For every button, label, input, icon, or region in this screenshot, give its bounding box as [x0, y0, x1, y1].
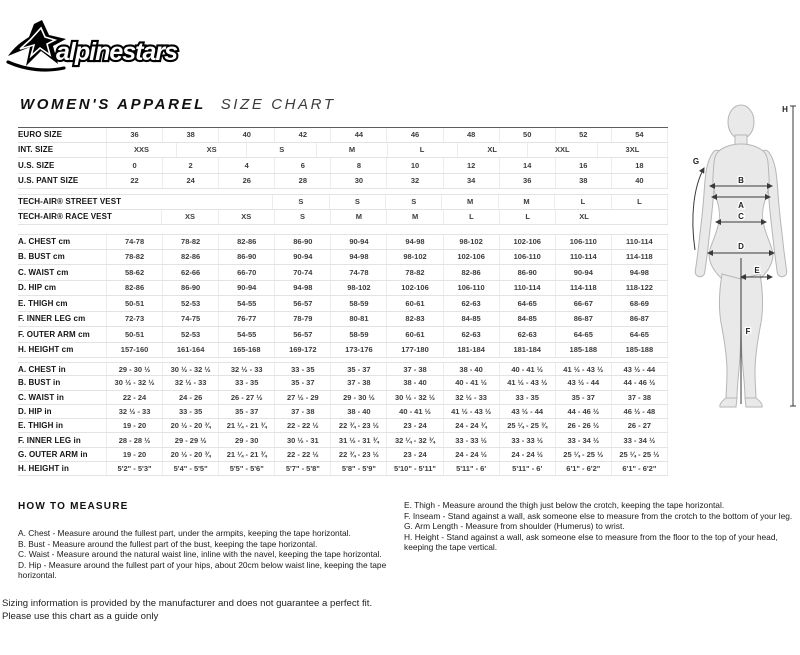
size-cell: 26 - 27 ½: [218, 391, 274, 404]
title-sub: SIZE CHART: [220, 96, 336, 113]
size-cell: 185-188: [611, 343, 668, 358]
size-cell: 24 - 24 ¾: [443, 419, 499, 432]
size-cell: 29 - 29 ½: [162, 433, 218, 446]
size-cell: 43 ½ - 44: [499, 405, 555, 418]
size-cell: 23 - 24: [386, 419, 442, 432]
label-e: E: [754, 266, 760, 275]
size-cell: 54-55: [218, 296, 274, 311]
size-cell: 19 - 20: [106, 448, 162, 461]
size-cell: 68-69: [611, 296, 668, 311]
size-cell: 90-94: [330, 235, 386, 249]
label-a: A: [738, 201, 744, 210]
size-cell: [106, 210, 161, 225]
size-cell: 82-86: [162, 250, 218, 265]
size-cell: 102-106: [443, 250, 499, 265]
table-row: [18, 143, 668, 159]
size-cell: 33 - 35: [162, 405, 218, 418]
row-label: F. INNER LEG in: [18, 435, 81, 445]
size-cell: 40: [611, 174, 668, 189]
size-cell: 33 - 35: [499, 391, 555, 404]
size-cell: 22 - 22 ½: [274, 448, 330, 461]
size-cell: 32 ½ - 33: [443, 391, 499, 404]
size-cell: 25 ¼ - 25 ¾: [499, 419, 555, 432]
size-cell: 33 - 34 ½: [611, 433, 668, 446]
size-cell: 82-83: [386, 312, 442, 327]
size-cell: 24 - 24 ½: [443, 448, 499, 461]
size-cell: 28: [274, 174, 330, 189]
size-cell: 32 ¼ - 32 ¾: [386, 433, 442, 446]
size-cell: 24 - 24 ½: [499, 448, 555, 461]
size-table: [18, 127, 668, 476]
size-cell: S: [385, 195, 441, 209]
size-cell: 118-122: [611, 281, 668, 296]
size-cell: XS: [176, 143, 246, 158]
size-cell: 5'11" - 6': [499, 462, 555, 475]
size-cell: XL: [555, 210, 611, 225]
size-cell: 29 - 30 ½: [330, 391, 386, 404]
size-cell: 24: [162, 174, 218, 189]
row-label: U.S. SIZE: [18, 160, 55, 170]
row-label: A. CHEST in: [18, 364, 66, 374]
size-cell: 114-118: [555, 281, 611, 296]
size-cell: 98-102: [386, 250, 442, 265]
size-cell: XL: [457, 143, 527, 158]
row-label: F. OUTER ARM cm: [18, 329, 90, 339]
table-row: [18, 234, 668, 250]
size-cell: 38: [162, 128, 218, 142]
size-cell: 86-90: [274, 235, 330, 249]
size-cell: 40: [218, 128, 274, 142]
size-cell: 41 ½ - 43 ½: [555, 363, 611, 375]
size-cell: [217, 195, 272, 209]
size-cell: 23 - 24: [386, 448, 442, 461]
size-cell: 32 ½ - 33: [106, 405, 162, 418]
table-row: [18, 250, 668, 266]
size-cell: 32 ½ - 33: [162, 376, 218, 389]
row-label: D. HIP cm: [18, 283, 57, 293]
size-cell: 52-53: [162, 327, 218, 342]
size-cell: 30 ½ - 31: [274, 433, 330, 446]
size-cell: 74-78: [330, 265, 386, 280]
size-cell: 33 - 35: [218, 376, 274, 389]
alpinestars-logo: [6, 18, 196, 82]
size-cell: 76-77: [218, 312, 274, 327]
size-cell: 3XL: [597, 143, 668, 158]
size-cell: 84-85: [499, 312, 555, 327]
size-cell: 37 - 38: [330, 376, 386, 389]
size-cell: 181-184: [443, 343, 499, 358]
size-cell: 52: [555, 128, 611, 142]
size-cell: 90-94: [555, 265, 611, 280]
row-label: U.S. PANT SIZE: [18, 176, 79, 186]
size-cell: [161, 195, 216, 209]
label-h: H: [782, 105, 788, 114]
row-label: H. HEIGHT in: [18, 464, 69, 474]
size-cell: 40 - 41 ½: [443, 376, 499, 389]
size-cell: 26 - 27: [611, 419, 668, 432]
size-cell: 46: [386, 128, 442, 142]
size-cell: 106-110: [499, 250, 555, 265]
row-label: G. OUTER ARM in: [18, 449, 88, 459]
size-cell: L: [387, 143, 457, 158]
size-cell: 62-66: [162, 265, 218, 280]
size-cell: 32 ½ - 33: [218, 363, 274, 375]
size-cell: 98-102: [330, 281, 386, 296]
size-cell: 50-51: [106, 296, 162, 311]
size-cell: 5'2" - 5'3": [106, 462, 162, 475]
size-cell: 30: [330, 174, 386, 189]
size-cell: 86-87: [611, 312, 668, 327]
size-cell: 33 - 33 ½: [499, 433, 555, 446]
size-cell: 41 ½ - 43 ½: [443, 405, 499, 418]
size-cell: XS: [161, 210, 217, 225]
size-cell: 33 - 34 ½: [555, 433, 611, 446]
size-cell: 86-90: [218, 250, 274, 265]
row-label: C. WAIST in: [18, 392, 64, 402]
size-cell: 6'1" - 6'2": [555, 462, 611, 475]
size-cell: 22 ¾ - 23 ½: [330, 419, 386, 432]
size-cell: 56-57: [274, 296, 330, 311]
size-cell: 31 ½ - 31 ¾: [330, 433, 386, 446]
size-cell: 60-61: [386, 327, 442, 342]
size-cell: L: [554, 195, 610, 209]
size-cell: 20 ½ - 20 ¾: [162, 419, 218, 432]
size-cell: 52-53: [162, 296, 218, 311]
size-cell: 44: [330, 128, 386, 142]
row-label: TECH-AIR® RACE VEST: [18, 212, 113, 222]
size-cell: 94-98: [611, 265, 668, 280]
size-cell: 30 ½ - 32 ½: [106, 376, 162, 389]
size-cell: 6'1" - 6'2": [611, 462, 668, 475]
size-cell: XXS: [106, 143, 176, 158]
table-row: [18, 405, 668, 419]
how-to-measure-item: D. Hip - Measure around the fullest part of your hips, about 20cm below waist line, keeping the tape horizontal.: [18, 559, 387, 581]
size-cell: 58-59: [330, 327, 386, 342]
how-to-measure-item: E. Thigh - Measure around the thigh just below the crotch, keeping the tape horizontal.: [404, 500, 725, 510]
size-cell: 38 - 40: [443, 363, 499, 375]
size-cell: 29 - 30 ½: [106, 363, 162, 375]
size-cell: 43 ½ - 44: [611, 363, 668, 375]
size-cell: 26 - 26 ½: [555, 419, 611, 432]
label-d: D: [738, 242, 744, 251]
size-cell: 50-51: [106, 327, 162, 342]
size-cell: 36: [499, 174, 555, 189]
size-cell: M: [498, 195, 554, 209]
size-cell: 35 - 37: [555, 391, 611, 404]
table-row: [18, 158, 668, 174]
size-cell: 32: [386, 174, 442, 189]
size-cell: 177-180: [386, 343, 442, 358]
size-cell: M: [330, 210, 386, 225]
size-cell: 98-102: [443, 235, 499, 249]
label-c: C: [738, 212, 744, 221]
size-cell: 14: [499, 158, 555, 173]
size-cell: 185-188: [555, 343, 611, 358]
row-label: B. BUST cm: [18, 252, 65, 262]
size-cell: 44 - 46 ½: [611, 376, 668, 389]
size-cell: 4: [218, 158, 274, 173]
size-cell: 5'10" - 5'11": [386, 462, 442, 475]
size-cell: 38 - 40: [386, 376, 442, 389]
size-cell: 82-86: [218, 235, 274, 249]
size-cell: 102-106: [499, 235, 555, 249]
size-cell: 44 - 46 ½: [555, 405, 611, 418]
size-cell: 78-79: [274, 312, 330, 327]
size-cell: 22: [106, 174, 162, 189]
size-cell: 62-63: [499, 327, 555, 342]
size-cell: 28 - 28 ½: [106, 433, 162, 446]
row-label: E. THIGH cm: [18, 298, 68, 308]
size-cell: 35 - 37: [274, 376, 330, 389]
size-cell: 33 - 33 ½: [443, 433, 499, 446]
size-cell: 5'5" - 5'6": [218, 462, 274, 475]
size-cell: S: [329, 195, 385, 209]
size-cell: 41 ½ - 43 ½: [499, 376, 555, 389]
size-cell: 26: [218, 174, 274, 189]
size-cell: 56-57: [274, 327, 330, 342]
size-cell: 40 - 41 ½: [386, 405, 442, 418]
size-cell: 38: [555, 174, 611, 189]
row-label: TECH-AIR® STREET VEST: [18, 197, 122, 207]
size-cell: 80-81: [330, 312, 386, 327]
size-cell: M: [386, 210, 442, 225]
size-cell: 30 ½ - 32 ½: [386, 391, 442, 404]
size-cell: 5'4" - 5'5": [162, 462, 218, 475]
size-cell: 29 - 30: [218, 433, 274, 446]
table-row: [18, 194, 668, 210]
size-cell: 74-78: [106, 235, 162, 249]
size-cell: 5'8" - 5'9": [330, 462, 386, 475]
size-cell: 22 - 24: [106, 391, 162, 404]
size-cell: 78-82: [386, 265, 442, 280]
size-cell: [106, 195, 161, 209]
size-cell: 10: [386, 158, 442, 173]
size-cell: 157-160: [106, 343, 162, 358]
size-cell: 161-164: [162, 343, 218, 358]
size-cell: 94-98: [274, 281, 330, 296]
size-cell: 64-65: [499, 296, 555, 311]
brand-wordmark: alpinestars: [56, 38, 178, 66]
body-measurement-figure: [684, 98, 798, 412]
table-row: [18, 281, 668, 297]
size-cell: 94-98: [330, 250, 386, 265]
disclaimer-line1: Sizing information is provided by the manufacturer and does not guarantee a perfect fit.: [2, 598, 373, 609]
size-cell: 110-114: [499, 281, 555, 296]
table-row: [18, 312, 668, 328]
how-to-measure-item: G. Arm Length - Measure from shoulder (Humerus) to wrist.: [404, 521, 625, 532]
disclaimer-line2: Please use this chart as a guide only: [2, 611, 159, 622]
size-cell: 72-73: [106, 312, 162, 327]
size-cell: 33 - 35: [274, 363, 330, 375]
size-cell: 21 ¼ - 21 ¾: [218, 419, 274, 432]
size-cell: M: [316, 143, 386, 158]
size-cell: XS: [218, 210, 274, 225]
size-cell: 78-82: [106, 250, 162, 265]
size-cell: 37 - 38: [611, 391, 668, 404]
size-cell: 27 ½ - 29: [274, 391, 330, 404]
table-row: [18, 391, 668, 405]
size-cell: 106-110: [443, 281, 499, 296]
size-cell: 0: [106, 158, 162, 173]
size-cell: 18: [611, 158, 668, 173]
row-label: F. INNER LEG cm: [18, 314, 86, 324]
size-cell: 64-65: [611, 327, 668, 342]
size-cell: 106-110: [555, 235, 611, 249]
table-row: [18, 174, 668, 190]
size-cell: 86-87: [555, 312, 611, 327]
disclaimer: [2, 597, 372, 623]
size-cell: 50: [499, 128, 555, 142]
size-cell: 102-106: [386, 281, 442, 296]
size-cell: L: [443, 210, 499, 225]
how-to-measure-item: B. Bust - Measure around the fullest part of the bust, keeping the tape horizontal.: [18, 538, 318, 549]
size-cell: M: [441, 195, 497, 209]
table-row: [18, 265, 668, 281]
size-cell: 30 ½ - 32 ½: [162, 363, 218, 375]
size-cell: [612, 210, 668, 225]
how-to-measure-item: H. Height - Stand against a wall, ask someone else to measure from the floor to the top of your head, keeping the tape vertical.: [404, 531, 778, 553]
size-cell: 35 - 37: [330, 363, 386, 375]
size-cell: 74-75: [162, 312, 218, 327]
table-row: [18, 210, 668, 226]
table-row: [18, 448, 668, 462]
size-cell: 37 - 38: [274, 405, 330, 418]
how-to-measure-item: A. Chest - Measure around the fullest part, under the armpits, keeping the tape horizontal.: [18, 528, 351, 538]
table-row: [18, 462, 668, 476]
size-cell: 86-90: [162, 281, 218, 296]
size-cell: 48: [443, 128, 499, 142]
how-to-measure-left-column: [18, 528, 398, 581]
size-cell: 169-172: [274, 343, 330, 358]
size-cell: 84-85: [443, 312, 499, 327]
table-row: [18, 296, 668, 312]
size-cell: 173-176: [330, 343, 386, 358]
size-cell: 5'7" - 5'8": [274, 462, 330, 475]
table-row: [18, 433, 668, 447]
size-cell: 58-59: [330, 296, 386, 311]
size-cell: 6: [274, 158, 330, 173]
how-to-measure-item: C. Waist - Measure around the natural waist line, inline with the navel, keeping the tape horizontal.: [18, 549, 382, 560]
size-cell: 2: [162, 158, 218, 173]
size-cell: 35 - 37: [218, 405, 274, 418]
size-cell: 110-114: [611, 235, 668, 249]
size-cell: 86-90: [499, 265, 555, 280]
size-cell: S: [274, 210, 330, 225]
size-cell: 43 ½ - 44: [555, 376, 611, 389]
page-title: [20, 96, 336, 113]
size-cell: 54: [611, 128, 668, 142]
size-cell: 25 ¼ - 25 ½: [611, 448, 668, 461]
size-cell: 36: [106, 128, 162, 142]
size-cell: XXL: [527, 143, 597, 158]
table-row: [18, 327, 668, 343]
how-to-measure-item: F. Inseam - Stand against a wall, ask someone else to measure from the crotch to the bottom of your leg.: [404, 510, 793, 521]
size-cell: 21 ¼ - 21 ¾: [218, 448, 274, 461]
row-label: EURO SIZE: [18, 130, 63, 140]
how-to-measure-heading: HOW TO MEASURE: [18, 501, 129, 512]
size-cell: 20 ½ - 20 ¾: [162, 448, 218, 461]
size-cell: S: [272, 195, 328, 209]
row-label: A. CHEST cm: [18, 237, 71, 247]
table-row: [18, 362, 668, 376]
size-cell: 5'11" - 6': [443, 462, 499, 475]
size-cell: 114-118: [611, 250, 668, 265]
title-main: WOMEN'S APPAREL: [20, 96, 206, 113]
size-cell: 181-184: [499, 343, 555, 358]
label-g: G: [692, 157, 700, 166]
table-row: [18, 376, 668, 390]
size-cell: 22 ¾ - 23 ½: [330, 448, 386, 461]
size-cell: 66-67: [555, 296, 611, 311]
size-cell: 42: [274, 128, 330, 142]
size-cell: 62-63: [443, 327, 499, 342]
table-row: [18, 419, 668, 433]
size-cell: 60-61: [386, 296, 442, 311]
size-cell: 64-65: [555, 327, 611, 342]
label-f: F: [745, 327, 751, 336]
size-cell: 19 - 20: [106, 419, 162, 432]
row-label: E. THIGH in: [18, 421, 64, 431]
how-to-measure-right-column: [404, 500, 796, 553]
size-cell: L: [499, 210, 555, 225]
size-cell: 90-94: [218, 281, 274, 296]
size-cell: 70-74: [274, 265, 330, 280]
size-cell: L: [611, 195, 668, 209]
row-label: D. HIP in: [18, 407, 52, 417]
size-cell: 94-98: [386, 235, 442, 249]
size-cell: 16: [555, 158, 611, 173]
row-label: C. WAIST cm: [18, 267, 69, 277]
size-cell: 25 ¼ - 25 ½: [555, 448, 611, 461]
row-label: B. BUST in: [18, 378, 61, 388]
size-cell: 82-86: [443, 265, 499, 280]
row-label: INT. SIZE: [18, 145, 54, 155]
size-cell: 24 - 26: [162, 391, 218, 404]
size-cell: 46 ½ - 48: [611, 405, 668, 418]
size-cell: 62-63: [443, 296, 499, 311]
size-cell: 58-62: [106, 265, 162, 280]
table-row: [18, 343, 668, 359]
size-cell: S: [246, 143, 316, 158]
size-cell: 110-114: [555, 250, 611, 265]
label-b: B: [738, 176, 744, 185]
size-cell: 12: [443, 158, 499, 173]
size-cell: 78-82: [162, 235, 218, 249]
size-cell: 54-55: [218, 327, 274, 342]
size-cell: 40 - 41 ½: [499, 363, 555, 375]
size-cell: 66-70: [218, 265, 274, 280]
size-cell: 38 - 40: [330, 405, 386, 418]
size-cell: 8: [330, 158, 386, 173]
size-cell: 165-168: [218, 343, 274, 358]
size-cell: 82-86: [106, 281, 162, 296]
size-cell: 22 - 22 ½: [274, 419, 330, 432]
table-row: [18, 127, 668, 143]
size-cell: 37 - 38: [386, 363, 442, 375]
size-cell: 90-94: [274, 250, 330, 265]
size-cell: 34: [443, 174, 499, 189]
row-label: H. HEIGHT cm: [18, 345, 74, 355]
